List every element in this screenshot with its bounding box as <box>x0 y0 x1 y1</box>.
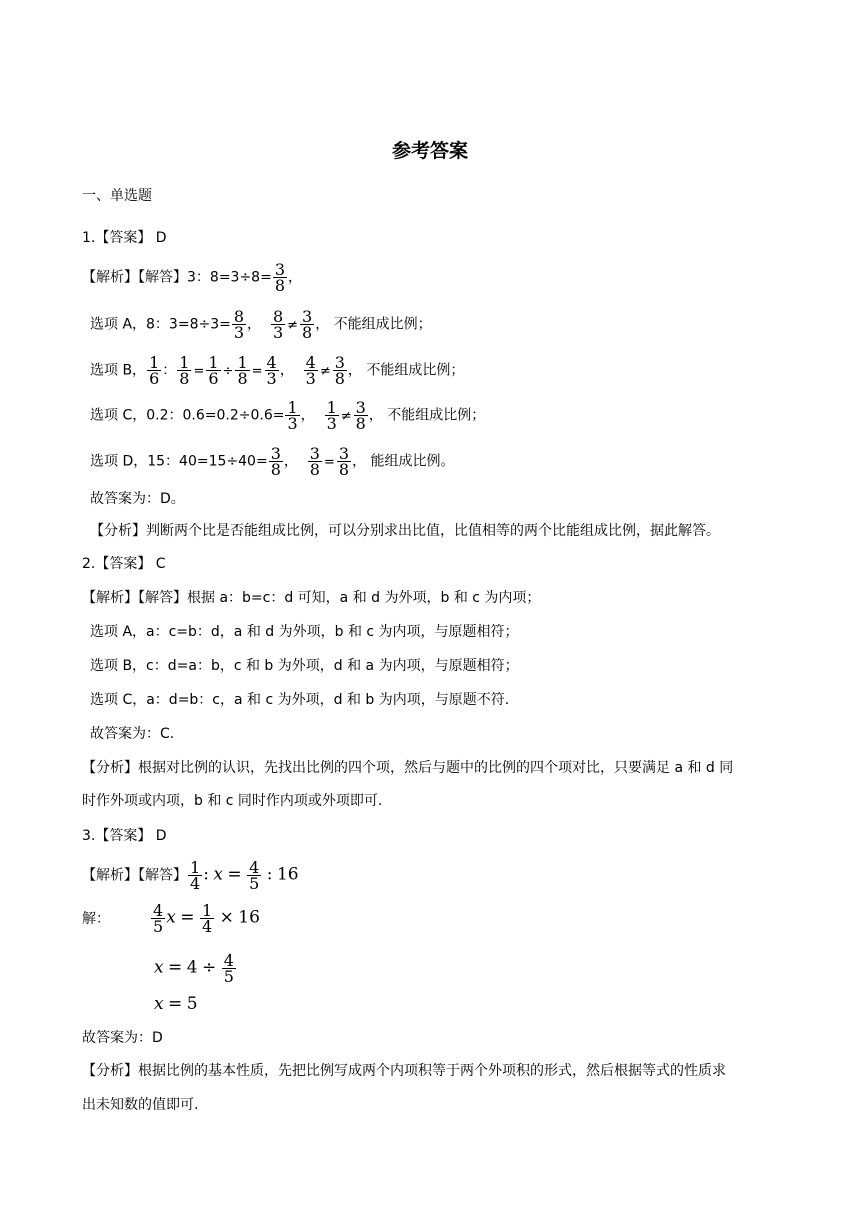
fraction: $\frac{3}{8}$ <box>309 444 320 479</box>
fraction: $\frac{8}{3}$ <box>233 307 245 342</box>
q1-fenxi: 【分析】判断两个比是否能组成比例，可以分别求出比值，比值相等的两个比能组成比例，据此解答。 <box>90 523 720 539</box>
q3-fenxi-line1: 【分析】根据比例的基本性质，先把比例写成两个内项积等于两个外项积的形式，然后根据等式的性质求 <box>82 1063 726 1079</box>
q3-fenxi-line2: 出未知数的值即可. <box>82 1097 199 1113</box>
q2-analysis: 【解析】【解答】根据 a：b=c：d 可知，a 和 d 为外项，b 和 c 为内项； <box>82 590 541 606</box>
q1-option-c: 选项 C，0.2：0.6=0.2÷0.6= $\frac{1}{3}$ ， $\frac{1}{3}$ ≠ $\frac{3}{8}$ ， 不能组成比例； <box>90 398 486 433</box>
fraction: $\frac{4}{5}$ <box>153 901 164 936</box>
q3-equation-3: x = 5 <box>154 994 198 1014</box>
fraction: $\frac{3}{8}$ <box>334 353 345 388</box>
fraction: $\frac{8}{3}$ <box>272 307 284 342</box>
q2-answer: 2.【答案】 C <box>82 556 166 572</box>
q2-option-b: 选项 B，c：d=a：b，c 和 b 为外项，d 和 a 为内项，与原题相符； <box>90 658 519 674</box>
fraction: $\frac{1}{8}$ <box>179 353 190 388</box>
fraction: $\frac{3}{8}$ <box>274 260 286 295</box>
q3-equation-1: $\frac{4}{5}$ x = $\frac{1}{4}$ × 16 <box>153 901 260 936</box>
fraction: $\frac{1}{3}$ <box>326 398 337 433</box>
fraction: $\frac{1}{3}$ <box>287 398 298 433</box>
fraction: $\frac{3}{8}$ <box>338 444 350 479</box>
fraction: $\frac{4}{5}$ <box>249 858 260 893</box>
q3-answer: 3.【答案】 D <box>82 828 167 844</box>
q2-fenxi-line1: 【分析】根据对比例的认识，先找出比例的四个项，然后与题中的比例的四个项对比，只要满足 a 和 d 同 <box>82 760 734 776</box>
q2-fenxi-line2: 时作外项或内项，b 和 c 同时作内项或外项即可. <box>82 793 383 809</box>
q2-option-a: 选项 A，a：c=b：d，a 和 d 为外项，b 和 c 为内项，与原题相符； <box>90 624 519 640</box>
q1-analysis: 【解析】【解答】3：8=3÷8= $\frac{3}{8}$ ， <box>82 260 303 295</box>
q1-option-a: 选项 A，8：3=8÷3= $\frac{8}{3}$ ， $\frac{8}{3}$ ≠ $\frac{3}{8}$ ， 不能组成比例； <box>90 307 432 342</box>
q2-conclusion: 故答案为：C. <box>90 726 175 742</box>
fraction: $\frac{4}{5}$ <box>223 951 234 986</box>
q3-analysis: 【解析】【解答】 $\frac{1}{4}$ : x = $\frac{4}{5}$ : 16 <box>82 858 299 893</box>
fraction: $\frac{1}{4}$ <box>201 901 213 936</box>
q2-option-c: 选项 C，a：d=b：c，a 和 c 为外项，d 和 b 为内项，与原题不符. <box>90 692 510 708</box>
q1-answer: 1.【答案】 D <box>82 230 167 246</box>
q1-option-d: 选项 D，15：40=15÷40= $\frac{3}{8}$ ， $\frac{3}{8}$ = $\frac{3}{8}$ ， 能组成比例。 <box>90 444 455 479</box>
fraction: $\frac{1}{6}$ <box>208 353 219 388</box>
q1-conclusion: 故答案为：D。 <box>90 491 185 507</box>
q3-equation-2: x = 4 ÷ $\frac{4}{5}$ <box>154 951 234 986</box>
q3-jie-label: 解： <box>82 911 110 927</box>
fraction: $\frac{3}{8}$ <box>270 444 281 479</box>
fraction: $\frac{3}{8}$ <box>302 307 313 342</box>
fraction: $\frac{3}{8}$ <box>355 398 366 433</box>
section-heading: 一、单选题 <box>82 188 152 204</box>
fraction: $\frac{1}{6}$ <box>149 353 160 388</box>
fraction: $\frac{1}{8}$ <box>237 353 248 388</box>
fraction: $\frac{4}{3}$ <box>266 353 277 388</box>
q1-option-b: 选项 B， $\frac{1}{6}$ ： $\frac{1}{8}$ = $\frac{1}{6}$ ÷ $\frac{1}{8}$ = $\frac{4}{3}$ ， $\frac{4}{3}$ ≠ $\frac{3}{8}$ ， 不能组成比例； <box>90 353 465 388</box>
q3-conclusion: 故答案为：D <box>82 1030 163 1046</box>
fraction: $\frac{1}{4}$ <box>190 858 201 893</box>
fraction: $\frac{4}{3}$ <box>305 353 316 388</box>
page-title: 参考答案 <box>391 140 468 162</box>
q1-analysis-text: 【解析】【解答】3：8=3÷8= <box>82 269 272 286</box>
